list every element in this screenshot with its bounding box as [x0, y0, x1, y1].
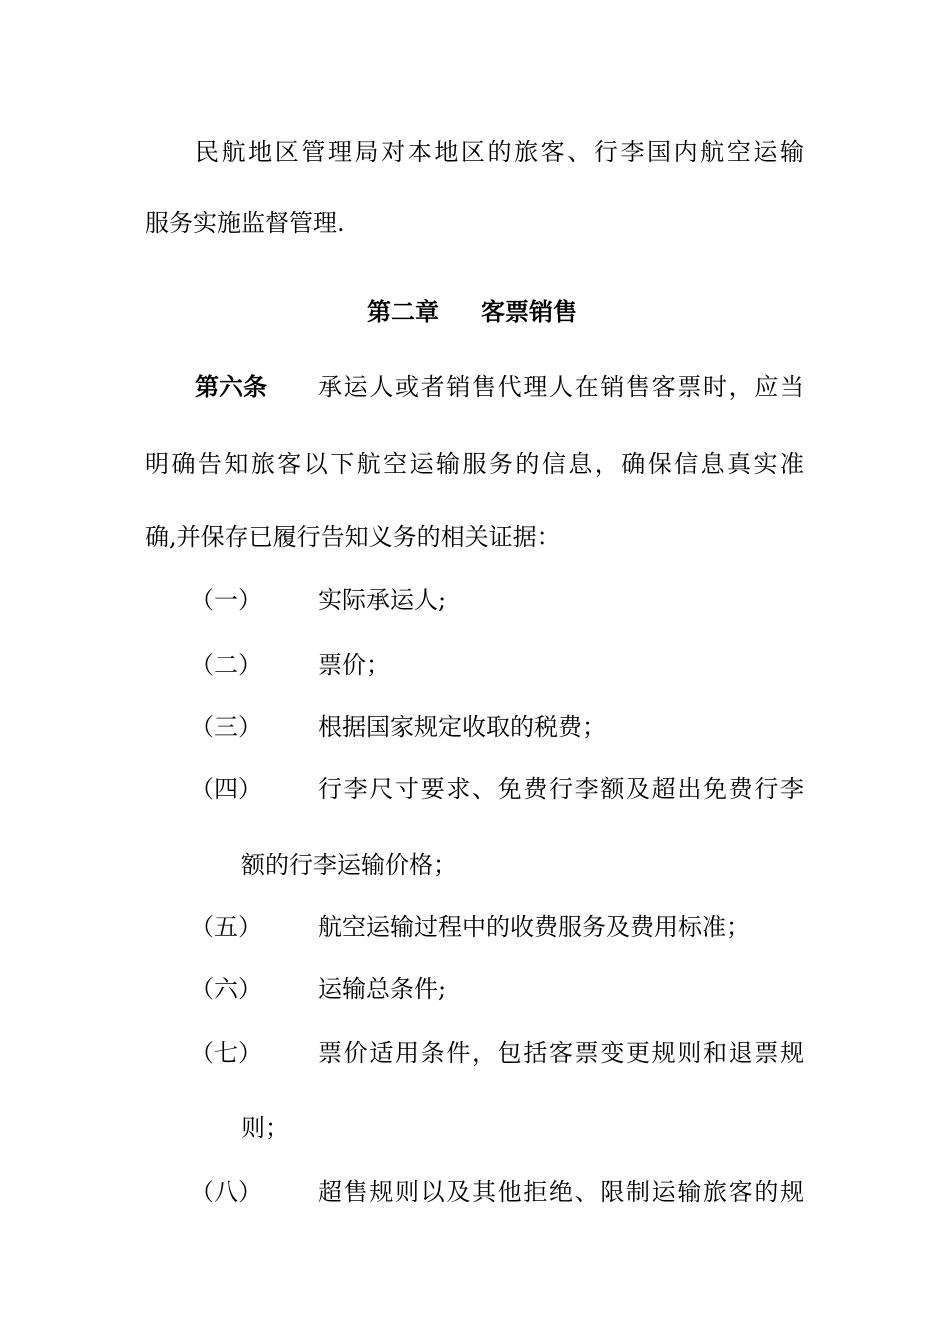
article-text-line: 承运人或者销售代理人在销售客票时，应当: [318, 373, 804, 401]
chapter-number: 第二章: [367, 298, 439, 326]
paragraph-line: 服务实施监督管理.: [145, 209, 345, 237]
list-item-number: （三）: [190, 713, 262, 741]
list-item-number: （四）: [190, 775, 262, 803]
chapter-heading: [367, 297, 577, 327]
list-item-number: （八）: [190, 1178, 262, 1206]
list-item-text: 行李尺寸要求、免费行李额及超出免费行李: [318, 775, 804, 803]
list-item-continuation: 额的行李运输价格；: [241, 851, 457, 879]
paragraph-line: 民航地区管理局对本地区的旅客、行李国内航空运输: [195, 138, 804, 166]
article-text-line: 确,并保存已履行告知义务的相关证据：: [145, 523, 561, 551]
article-label: 第六条: [195, 373, 267, 401]
list-item-continuation: 则；: [241, 1114, 289, 1142]
list-item-text: 票价适用条件，包括客票变更规则和退票规: [318, 1039, 804, 1067]
list-item-number: （二）: [190, 651, 262, 679]
list-item-text: 实际承运人;: [318, 586, 447, 614]
list-item-number: （七）: [190, 1039, 262, 1067]
article-text-line: 明确告知旅客以下航空运输服务的信息，确保信息真实准: [145, 450, 804, 478]
list-item-number: （五）: [190, 913, 262, 941]
chapter-title: 客票销售: [481, 298, 577, 326]
list-item-number: （六）: [190, 975, 262, 1003]
list-item-text: 超售规则以及其他拒绝、限制运输旅客的规: [318, 1178, 804, 1206]
list-item-text: 票价；: [318, 651, 390, 679]
list-item-text: 航空运输过程中的收费服务及费用标准；: [318, 913, 750, 941]
list-item-text: 运输总条件;: [318, 975, 447, 1003]
list-item-number: （一）: [190, 586, 262, 614]
list-item-text: 根据国家规定收取的税费；: [318, 713, 606, 741]
